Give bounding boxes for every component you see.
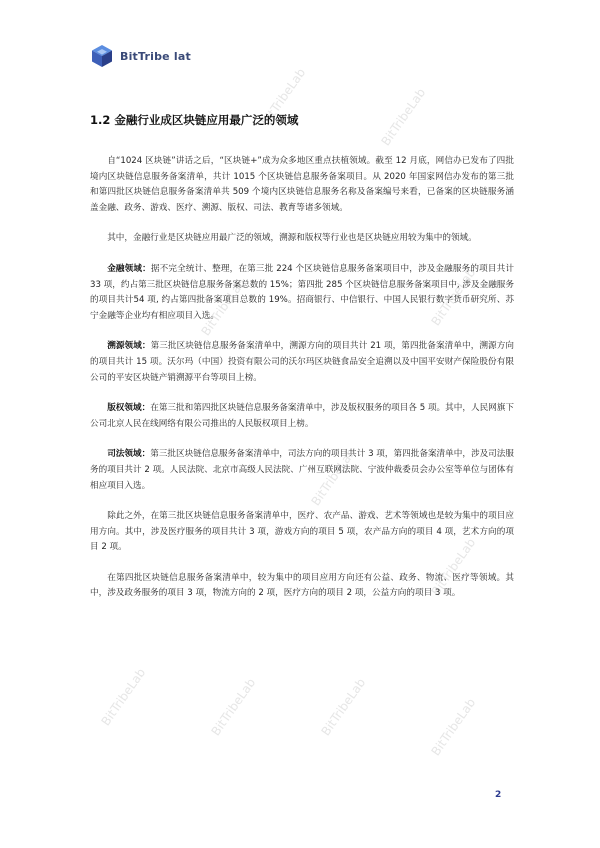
- paragraph-text: 其中，金融行业是区块链应用最广泛的领域，溯源和版权等行业也是区块链应用较为集中的领域。: [107, 233, 477, 244]
- watermark: BitTribeLab: [428, 535, 479, 599]
- paragraph-judicial: [90, 447, 514, 494]
- logo-text: BitTribe lat: [120, 49, 191, 63]
- paragraph-finance: [90, 262, 514, 324]
- watermark: BitTribeLab: [308, 445, 359, 509]
- watermark: BitTribeLab: [198, 275, 249, 339]
- paragraph-text: 除此之外，在第三批区块链信息服务备案清单中，医疗、农产品、游戏、艺术等领域也是较为集中的项目应用方向。其中，涉及医疗服务的项目共计 3 项，游戏方向的项目 5 项，农产品方向的项目 4 项，艺术方向的项目 2 项。: [90, 511, 514, 553]
- paragraph-text: 在第四批区块链信息服务备案清单中，较为集中的项目应用方向还有公益、政务、物流、医疗等领域。其中，涉及政务服务的项目 3 项，物流方向的 2 项，医疗方向的项目 2 项，公益方向的项目 3 项。: [90, 572, 514, 599]
- watermark: BitTribeLab: [98, 665, 149, 729]
- header-logo: [90, 44, 191, 68]
- paragraph-term: 溯源领域：: [107, 341, 151, 352]
- paragraph: [90, 154, 514, 216]
- paragraph-term: 司法领域：: [107, 449, 151, 460]
- paragraph-traceability: [90, 339, 514, 386]
- watermark: BitTribeLab: [428, 695, 479, 759]
- paragraph-text: 据不完全统计、整理，在第三批 224 个区块链信息服务备案项目中，涉及金融服务的项目共计 33 项，约占第三批区块链信息服务备案总数的 15%；第四批 285 个区块链信息服务备案项目中, 涉及金融服务的项目共计54 项, 约占第四批备案项目总数的 19%。招商银行、中信银行、中国人民银行数字货币研究所、苏宁金融等企业均有相应项目入选。: [90, 263, 514, 321]
- watermark: BitTribeLab: [208, 675, 259, 739]
- paragraph-term: 金融领域：: [107, 263, 151, 274]
- watermark: BitTribeLab: [318, 675, 369, 739]
- paragraph-text: 第三批区块链信息服务备案清单中，司法方向的项目共计 3 项，第四批备案清单中，涉及司法服务的项目共计 2 项。人民法院、北京市高级人民法院、广州互联网法院、宁波仲裁委员会办公室等单位与团体有相应项目入选。: [90, 449, 514, 491]
- document-body: [90, 112, 514, 617]
- watermark: BitTribeLab: [428, 265, 479, 329]
- cube-logo-icon: [90, 44, 114, 68]
- paragraph-text: 自“1024 区块链”讲话之后，“区块链+”成为众多地区重点扶植领域。截至 12 月底，网信办已发布了四批境内区块链信息服务备案清单，共计 1015 个区块链信息服务备案项目。从 2020 年国家网信办发布的第三批和第四批区块链信息服务备案清单共 509 个境内区块链信息服务名称及备案编号来看，已备案的区块链服务涵盖金融、政务、游戏、医疗、溯源、版权、司法、教育等诸多领域。: [90, 156, 514, 213]
- section-title: 1.2 金融行业成区块链应用最广泛的领域: [90, 113, 299, 127]
- paragraph: [90, 509, 514, 556]
- watermark: BitTribeLab: [378, 85, 429, 149]
- paragraph-text: 在第三批和第四批区块链信息服务备案清单中，涉及版权服务的项目各 5 项。其中，人民网旗下公司北京人民在线网络有限公司推出的人民版权项目上榜。: [90, 403, 514, 429]
- watermark: BitTribeLab: [258, 65, 309, 129]
- paragraph: [90, 231, 514, 247]
- page-number: 2: [495, 790, 502, 800]
- paragraph-copyright: [90, 401, 514, 432]
- paragraph-term: 版权领域：: [107, 403, 151, 414]
- paragraph-text: 第三批区块链信息服务备案清单中，溯源方向的项目共计 21 项，第四批备案清单中，溯源方向的项目共计 15 项。沃尔玛（中国）投资有限公司的沃尔玛区块链食品安全追溯以及中国平安财产保险股份有限公司的平安区块链产销溯源平台等项目上榜。: [90, 341, 514, 383]
- paragraph: [90, 571, 514, 602]
